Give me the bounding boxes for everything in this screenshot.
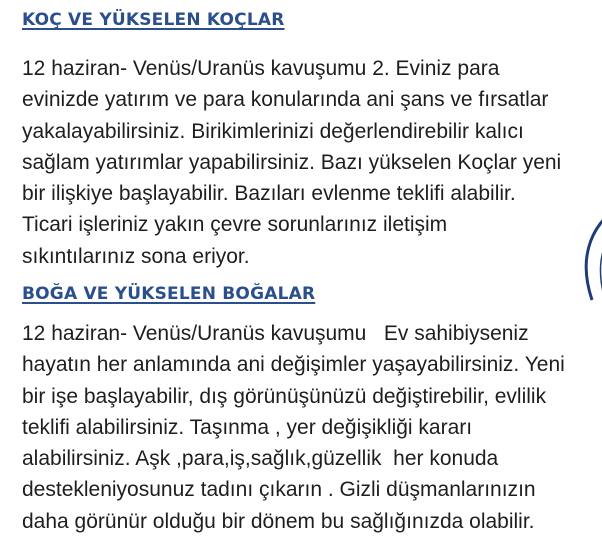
section-heading-boga: BOĞA VE YÜKSELEN BOĞALAR	[22, 284, 316, 304]
body-line: 12 haziran- Venüs/Uranüs kavuşumu Ev sahibiyseniz	[22, 322, 529, 345]
body-line: bir işe başlayabilir, dış görünüşünüzü değiştirebilir, evlilik	[22, 384, 547, 408]
body-line: Ticari işleriniz yakın çevre sorunlarınız iletişim	[22, 213, 448, 237]
body-line: sağlam yatırımlar yapabilirsiniz. Bazı yükselen Koçlar yeni	[22, 150, 562, 174]
body-line: destekleniyosunuz tadını çıkarın . Gizli düşmanlarınızın	[22, 478, 536, 502]
body-line: 12 haziran- Venüs/Uranüs kavuşumu 2. Eviniz para	[22, 57, 500, 80]
body-line: teklifi alabilirsiniz. Taşınma , yer değişikliği kararı	[22, 415, 473, 439]
body-line: yakalayabilirsiniz. Birikimlerinizi değerlendirebilir kalıcı	[22, 119, 524, 143]
body-line: hayatın her anlamında ani değişimler yaşayabilirsiniz. Yeni	[22, 353, 565, 377]
body-line: sıkıntılarınız sona eriyor.	[22, 244, 250, 268]
body-line: bir ilişkiye başlayabilir. Bazıları evlenme teklifi alabilir.	[22, 182, 516, 206]
section-body-boga	[22, 318, 592, 537]
section-body-koc	[22, 53, 592, 272]
section-heading-koc: KOÇ VE YÜKSELEN KOÇLAR	[22, 10, 285, 30]
body-line: daha görünür olduğu bir dönem bu sağlığınızda olabilir.	[22, 509, 535, 533]
body-line: alabilirsiniz. Aşk ,para,iş,sağlık,güzellik her konuda	[22, 447, 499, 471]
body-line: evinizde yatırım ve para konularında ani şans ve fırsatlar	[22, 88, 549, 112]
